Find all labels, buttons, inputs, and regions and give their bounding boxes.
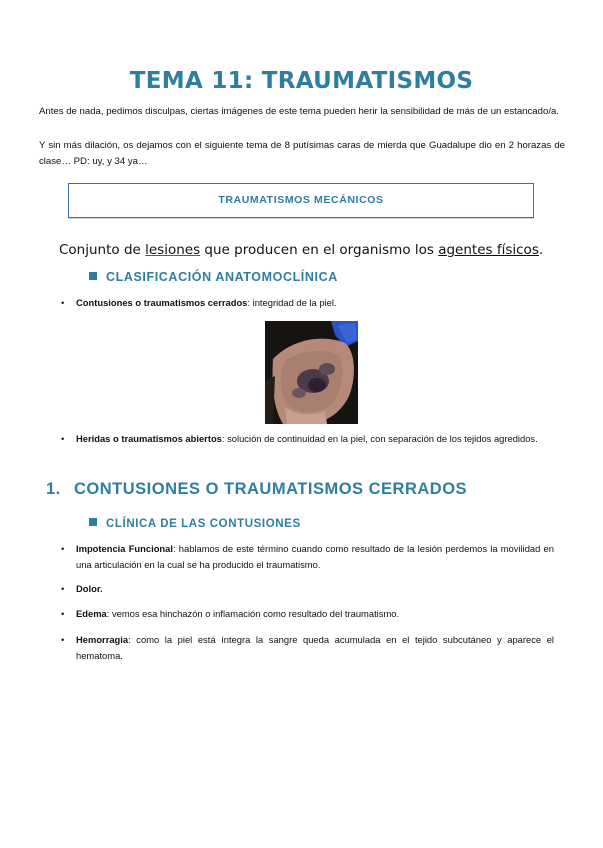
list-item: [61, 606, 554, 622]
list-item: [61, 581, 554, 597]
bullet-icon: •: [61, 583, 65, 594]
bullet-icon: •: [61, 608, 65, 619]
list-item-text: : solución de continuidad en la piel, con separación de los tejidos agredidos.: [221, 433, 538, 444]
list-item-text: : integridad de la piel.: [247, 297, 337, 308]
intro-paragraph-2: Y sin más dilación, os dejamos con el siguiente tema de 8 putísimas caras de mierda que Guadalupe dio en 2 horazas de clase… PD: uy, y 34 ya…: [39, 140, 565, 167]
bruised-knee-photo: [265, 321, 358, 424]
list-item-term: Impotencia Funcional: [76, 543, 173, 554]
document-title: TEMA 11: TRAUMATISMOS: [129, 68, 474, 94]
list-item: [61, 541, 554, 573]
definition-lesiones: lesiones: [145, 242, 201, 258]
subheading-clinica-text: CLÍNICA DE LAS CONTUSIONES: [106, 518, 301, 530]
list-item-term: Heridas o traumatismos abiertos: [76, 433, 222, 444]
list-item-term: Dolor.: [76, 583, 103, 594]
section-heading-1: [46, 480, 467, 499]
boxed-heading: [68, 183, 534, 218]
list-item-term: Contusiones o traumatismos cerrados: [76, 297, 248, 308]
bullet-icon: •: [61, 297, 65, 308]
square-bullet-icon: [89, 518, 97, 526]
square-bullet-icon: [89, 272, 97, 280]
section-heading-text: CONTUSIONES O TRAUMATISMOS CERRADOS: [74, 480, 468, 498]
list-item-text: : hablamos de este término cuando como resultado de la lesión perdemos la movilidad en una articulación en la cual se ha producido el traumatismo.: [76, 543, 554, 570]
list-item-text: : vemos esa hinchazón o inflamación como resultado del traumatismo.: [106, 608, 400, 619]
subheading-clinica: [89, 518, 301, 530]
list-item: [61, 431, 554, 447]
subheading-clasificacion: [89, 270, 338, 284]
list-item: [61, 632, 554, 664]
section-number: 1.: [46, 480, 61, 498]
list-item: [61, 295, 554, 311]
definition-sentence: [59, 242, 543, 258]
bullet-icon: •: [61, 543, 65, 554]
bullet-icon: •: [61, 634, 65, 645]
list-item-term: Edema: [76, 608, 107, 619]
definition-agentes: agentes físicos: [438, 242, 539, 258]
definition-part-2: que producen en el organismo los: [200, 242, 439, 258]
bullet-icon: •: [61, 433, 65, 444]
boxed-heading-text: TRAUMATISMOS MECÁNICOS: [218, 194, 384, 206]
list-item-term: Hemorragia: [76, 634, 129, 645]
intro-paragraph-1: Antes de nada, pedimos disculpas, ciertas imágenes de este tema pueden herir la sensibilidad de más de un estancado/a.: [39, 106, 559, 117]
definition-part-3: .: [538, 242, 544, 258]
list-item-text: : como la piel está íntegra la sangre queda acumulada en el tejido subcutáneo y aparece el hematoma.: [76, 634, 554, 661]
definition-part-1: Conjunto de: [59, 242, 146, 258]
subheading-clasificacion-text: CLASIFICACIÓN ANATOMOCLÍNICA: [106, 270, 338, 284]
